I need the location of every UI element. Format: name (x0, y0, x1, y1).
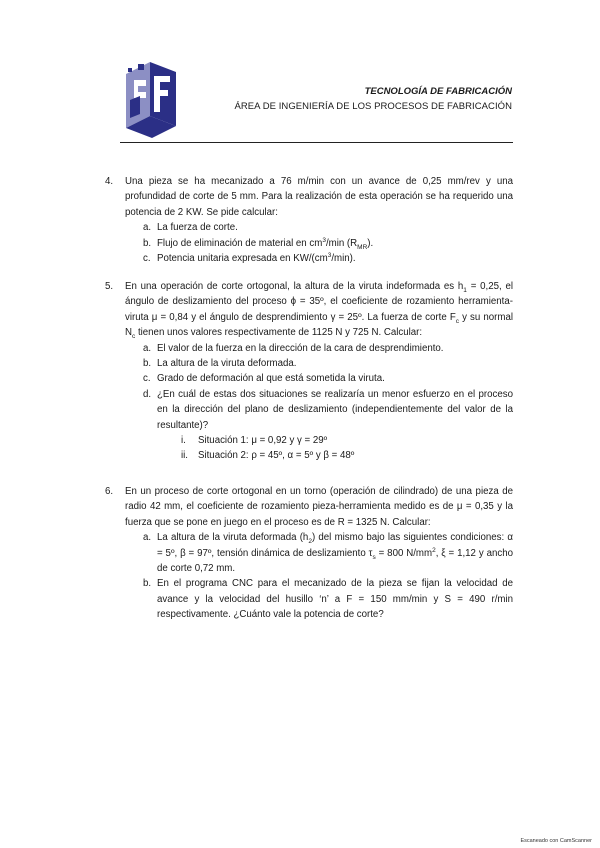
item-label: d. (143, 388, 152, 400)
course-title: TECNOLOGÍA DE FABRICACIÓN (364, 86, 512, 97)
question-number: 4. (105, 176, 114, 187)
item-text: Grado de deformación al que está sometida la viruta. (157, 373, 385, 385)
question-5 (105, 279, 513, 464)
item-label: a. (143, 342, 152, 354)
list-item (105, 251, 513, 266)
item-text: /min (R (325, 237, 358, 249)
subscript: s (372, 553, 376, 561)
item-text: Situación 2: ρ = 45º, α = 5º y β = 48º (198, 450, 355, 462)
subscript: c (455, 317, 459, 325)
item-label: b. (143, 578, 152, 590)
superscript: 2 (432, 546, 436, 554)
question-text: Una pieza se ha mecanizado a 76 m/min con un avance de 0,25 mm/rev y una profundidad de corte de 5 mm. Para la realización de esta operación se ha requerido una potencia de 2 KW. Se pide calcular: (125, 176, 513, 218)
text-run: y su normal N (125, 311, 513, 339)
item-text: ) del mismo bajo las siguientes condiciones: α = 5º, β = 97º, tensión dinámica de deslizamiento τ (157, 532, 514, 559)
item-text: Situación 1: μ = 0,92 y γ = 29º (198, 435, 328, 447)
question-6 (105, 484, 513, 623)
item-label: b. (143, 358, 152, 370)
item-text: La fuerza de corte. (157, 222, 238, 234)
text-run: En una operación de corte ortogonal, la altura de la viruta indeformada es h (125, 281, 464, 292)
subscript: 2 (308, 538, 312, 546)
subscript: c (132, 333, 136, 341)
question-text: En un proceso de corte ortogonal en un torno (operación de cilindrado) de una pieza de radio 42 mm, el coeficiente de rozamiento pieza-herramienta medido es de μ = 0,35 y la fuerza que se pone en juego en el proceso es de R = 1325 N. Calcular: (125, 486, 513, 528)
superscript: 3 (322, 236, 326, 244)
item-text: En el programa CNC para el mecanizado de la pieza se fijan la velocidad de avance y la velocidad del husillo ‘n’ a F = 150 mm/min y S = 490 r/min respectivamente. ¿Cuánto vale la potencia de corte? (157, 578, 513, 621)
question-text (125, 279, 513, 341)
list-item (105, 530, 513, 576)
list-item (105, 387, 513, 433)
list-item (105, 220, 513, 235)
item-label: b. (143, 237, 152, 249)
superscript: 3 (327, 251, 332, 259)
document-header (235, 84, 513, 114)
header-divider (120, 142, 513, 143)
university-logo-icon (120, 58, 182, 140)
list-item (105, 356, 513, 371)
question-items (105, 341, 513, 464)
question-number: 6. (105, 486, 114, 497)
item-text: /min). (331, 253, 356, 265)
department-title: ÁREA DE INGENIERÍA DE LOS PROCESOS DE FABRICACIÓN (234, 101, 512, 112)
item-label: i. (181, 435, 186, 447)
item-text: Flujo de eliminación de material en cm (157, 237, 323, 249)
scanner-watermark: Escaneado con CamScanner (520, 838, 592, 844)
item-text: ¿En cuál de estas dos situaciones se realizaría un menor esfuerzo en el proceso en la dirección del plano de deslizamiento (independientemente del valor de la resultante)? (157, 388, 513, 431)
sub-list-item (105, 433, 513, 448)
item-label: ii. (181, 450, 188, 462)
question-number: 5. (105, 281, 114, 292)
item-text: Potencia unitaria expresada en KW/(cm (157, 253, 328, 265)
sub-list-item (105, 448, 513, 463)
item-label: a. (143, 532, 152, 544)
question-items (105, 530, 513, 622)
subscript: MR (357, 243, 368, 251)
list-item (105, 576, 513, 622)
item-label: c. (143, 253, 151, 265)
question-items (105, 220, 513, 266)
item-text: , ξ = 1,12 y ancho de corte 0,72 mm. (157, 547, 513, 575)
item-text: La altura de la viruta deformada. (157, 358, 297, 370)
item-text: ). (367, 237, 374, 249)
item-label: c. (143, 373, 151, 385)
subscript: 1 (463, 286, 467, 294)
item-text: El valor de la fuerza en la dirección de la cara de desprendimiento. (157, 342, 444, 354)
item-text: La altura de la viruta deformada (h (157, 532, 309, 544)
text-run: tienen unos valores respectivamente de 1125 N y 725 N. Calcular: (135, 327, 423, 339)
question-4 (105, 174, 513, 266)
text-run: = 0,25, el ángulo de deslizamiento del proceso ϕ = 35º, el coeficiente de rozamiento herramienta-viruta μ = 0,84 y el ángulo de desprendimiento γ = 25º. La fuerza de corte F (125, 281, 513, 323)
item-text: = 800 N/mm (375, 547, 433, 559)
list-item (105, 371, 513, 386)
list-item (105, 341, 513, 356)
item-label: a. (143, 222, 152, 234)
list-item (105, 236, 513, 251)
